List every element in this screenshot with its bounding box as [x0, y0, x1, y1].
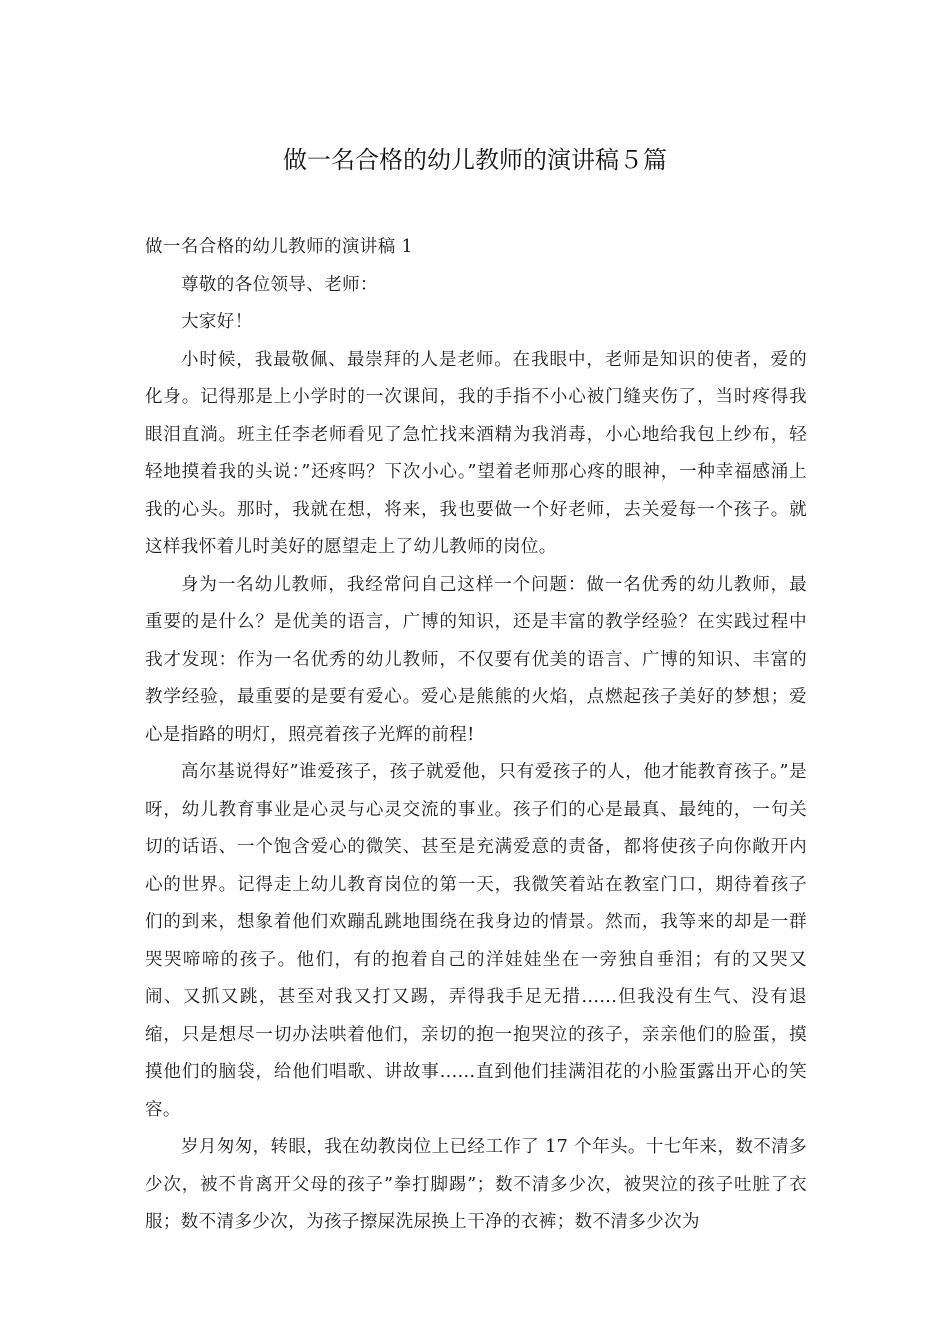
salutation: 尊敬的各位领导、老师： — [181, 274, 378, 295]
section-heading: 做一名合格的幼儿教师的演讲稿 1 — [145, 237, 414, 257]
paragraph: 高尔基说得好”谁爱孩子，孩子就爱他，只有爱孩子的人，他才能教育孩子。”是呀，幼儿教育事业是心灵与心灵交流的事业。孩子们的心是最真、最纯的，一句关切的话语、一个饱含爱心的微笑、甚至是充满爱意的责备，都将使孩子向你敞开内心的世界。记得走上幼儿教育岗位的第一天，我微笑着站在教室门口，期待着孩子们的到来，想象着他们欢蹦乱跳地围绕在我身边的情景。然而，我等来的却是一群哭哭啼啼的孩子。他们，有的抱着自己的洋娃娃坐在一旁独自垂泪；有的又哭又闹、又抓又跳，甚至对我又打又踢，弄得我手足无措......但我没有生气、没有退缩，只是想尽一切办法哄着他们，亲切的抱一抱哭泣的孩子，亲亲他们的脸蛋，摸摸他们的脑袋，给他们唱歌、讲故事......直到他们挂满泪花的小脸蛋露出开心的笑容。 — [145, 762, 807, 1120]
paragraph: 身为一名幼儿教师，我经常问自己这样一个问题：做一名优秀的幼儿教师，最重要的是什么？是优美的语言，广博的知识，还是丰富的教学经验？在实践过程中我才发现：作为一名优秀的幼儿教师，不仅要有优美的语言、广博的知识、丰富的教学经验，最重要的是要有爱心。爱心是熊熊的火焰，点燃起孩子美好的梦想；爱心是指路的明灯，照亮着孩子光辉的前程! — [145, 574, 807, 745]
greeting: 大家好！ — [181, 312, 253, 332]
document-body — [145, 229, 807, 1242]
document-title: 做一名合格的幼儿教师的演讲稿５篇 — [283, 146, 667, 174]
paragraph: 小时候，我最敬佩、最崇拜的人是老师。在我眼中，老师是知识的使者，爱的化身。记得那是上小学时的一次课间，我的手指不小心被门缝夹伤了，当时疼得我眼泪直淌。班主任李老师看见了急忙找来酒精为我消毒，小心地给我包上纱布，轻轻地摸着我的头说：”还疼吗？下次小心。”望着老师那心疼的眼神，一种幸福感涌上我的心头。那时，我就在想，将来，我也要做一个好老师，去关爱每一个孩子。就这样我怀着儿时美好的愿望走上了幼儿教师的岗位。 — [145, 349, 807, 557]
paragraph: 岁月匆匆，转眼，我在幼教岗位上已经工作了 17 个年头。十七年来，数不清多少次，被不肯离开父母的孩子”拳打脚踢”；数不清多少次，被哭泣的孩子吐脏了衣服；数不清多少次，为孩子擦屎洗尿换上干净的衣裤；数不清多少次为 — [145, 1137, 807, 1232]
